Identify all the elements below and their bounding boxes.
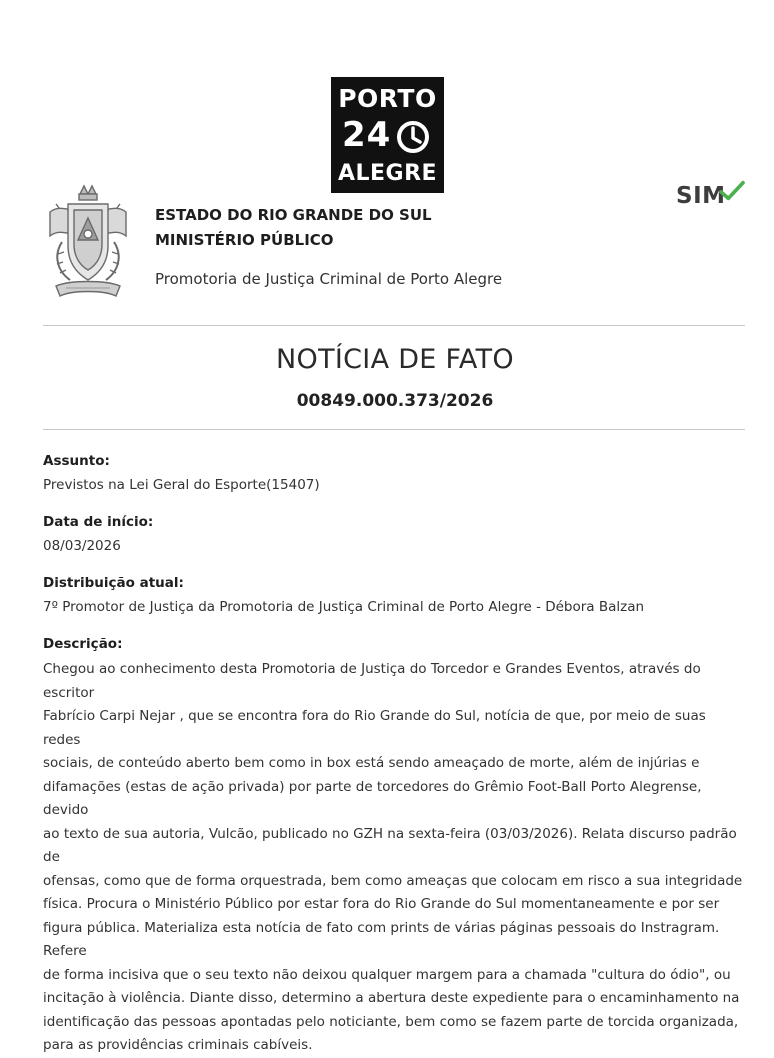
description-line: sociais, de conteúdo aberto bem como in box está sendo ameaçado de morte, além de injúrias e xyxy=(43,755,700,771)
start-date-value: 08/03/2026 xyxy=(43,538,121,554)
description-line: Chegou ao conhecimento desta Promotoria de Justiça do Torcedor e Grandes Eventos, através do escritor xyxy=(43,661,701,701)
state-name: ESTADO DO RIO GRANDE DO SUL xyxy=(155,206,432,224)
description-line: Fabrício Carpi Nejar , que se encontra fora do Rio Grande do Sul, notícia de que, por meio de suas redes xyxy=(43,708,706,748)
description-line: de forma incisiva que o seu texto não deixou qualquer margem para a chamada "cultura do ódio", ou xyxy=(43,966,731,983)
office-name: Promotoria de Justiça Criminal de Porto Alegre xyxy=(155,270,503,288)
logo-word-porto: PORTO xyxy=(338,84,437,113)
description-line: ao texto de sua autoria, Vulcão, publicado no GZH na sexta-feira (03/03/2026). Relata discurso padrão de xyxy=(43,825,737,865)
start-date-label: Data de início: xyxy=(43,514,154,530)
description-text xyxy=(43,658,743,1058)
document-number: 00849.000.373/2026 xyxy=(296,391,494,411)
description-line: identificação das pessoas apontadas pelo noticiante, bem como se fazem parte de torcida organizada, xyxy=(43,1013,739,1030)
distribution-label: Distribuição atual: xyxy=(43,575,184,591)
top-divider xyxy=(43,325,745,326)
subject-value: Previstos na Lei Geral do Esporte(15407) xyxy=(43,477,320,493)
sim-logo-text: SIM xyxy=(676,183,726,209)
title-divider xyxy=(43,429,745,430)
logo-word-24: 24 xyxy=(342,115,392,155)
description-line: ofensas, como que de forma orquestrada, bem como ameaças que colocam em risco a sua integridade xyxy=(43,872,743,889)
clock-icon xyxy=(395,119,431,155)
description-line: figura pública. Materializa esta notícia de fato com prints de várias páginas pessoais do Instragram. Refere xyxy=(43,919,720,959)
description-line: incitação à violência. Diante disso, determino a abertura deste expediente para o encaminhamento na xyxy=(43,990,740,1006)
ministry-name: MINISTÉRIO PÚBLICO xyxy=(155,231,334,249)
checkmark-icon xyxy=(718,180,746,202)
porto24-alegre-logo xyxy=(331,77,444,193)
description-line: para as providências criminais cabíveis. xyxy=(43,1037,313,1053)
description-label: Descrição: xyxy=(43,636,123,652)
rio-grande-do-sul-coat-of-arms-icon xyxy=(40,182,136,306)
logo-word-alegre: ALEGRE xyxy=(337,161,438,186)
distribution-value: 7º Promotor de Justiça da Promotoria de Justiça Criminal de Porto Alegre - Débora Balzan xyxy=(43,599,645,615)
description-line: física. Procura o Ministério Público por estar fora do Rio Grande do Sul momentaneamente e por ser xyxy=(43,896,720,912)
sim-logo xyxy=(676,180,744,212)
description-line: difamações (estas de ação privada) por parte de torcedores do Grêmio Foot-Ball Porto Alegrense, devido xyxy=(43,778,702,818)
document-title: NOTÍCIA DE FATO xyxy=(276,344,514,375)
subject-label: Assunto: xyxy=(43,453,110,469)
